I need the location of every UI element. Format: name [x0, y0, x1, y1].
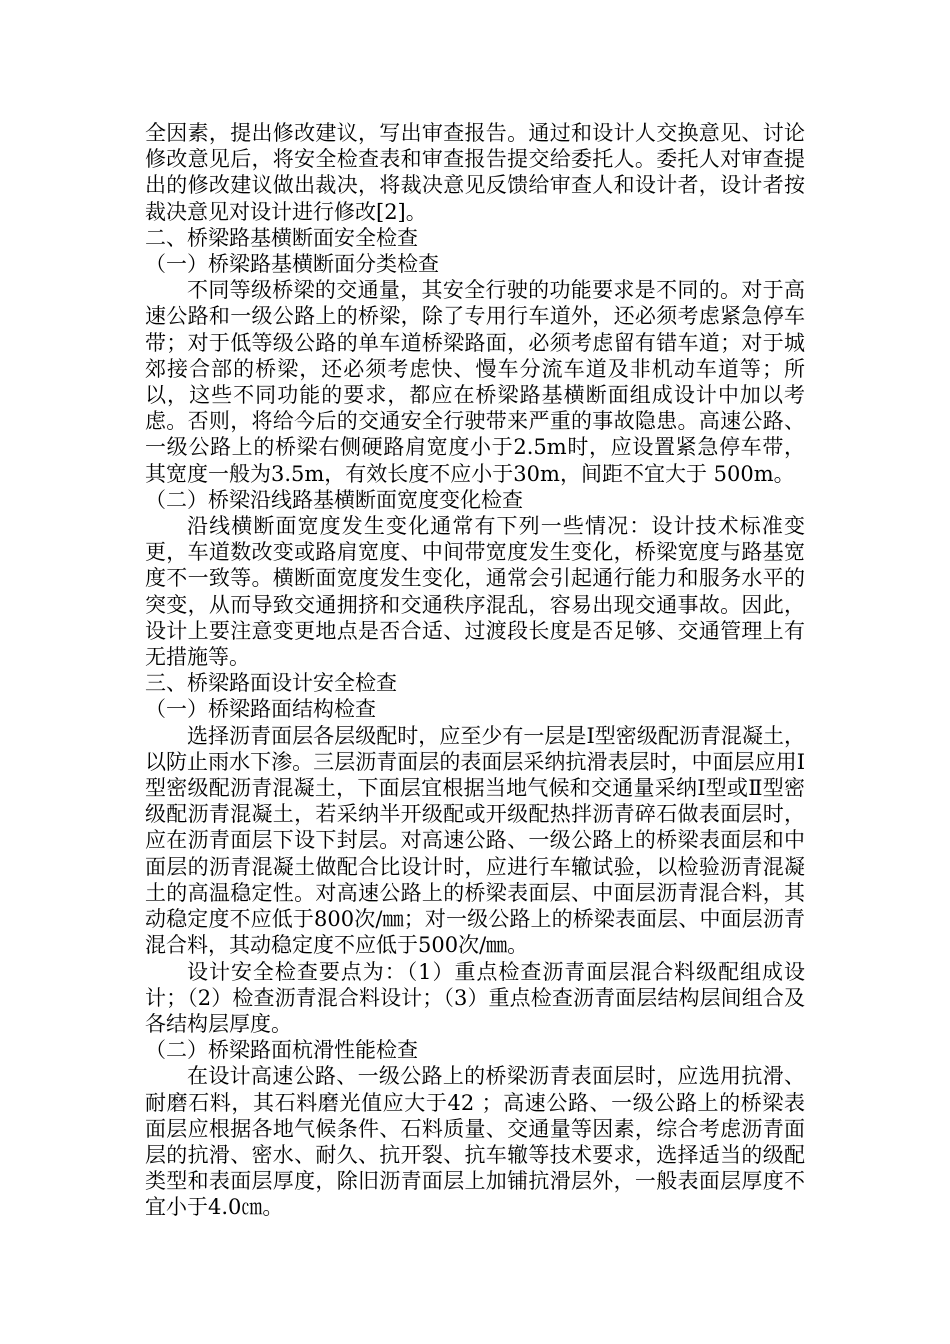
paragraph-width-change: 沿线横断面宽度发生变化通常有下列一些情况：设计技术标准变更，车道数改变或路肩宽度、中间带宽度发生变化，桥梁宽度与路基宽度不一致等。横断面宽度发生变化，通常会引起通行能力和服务水平的突变，从而导致交通拥挤和交通秩序混乱，容易出现交通事故。因此，设计上要注意变更地点是否合适、过渡段长度是否足够、交通管理上有无措施等。	[145, 514, 805, 670]
subsection-heading-two-2: （二）桥梁沿线路基横断面宽度变化检查	[145, 487, 523, 512]
paragraph-check-points: 设计安全检查要点为：（1）重点检查沥青面层混合料级配组成设计；（2）检查沥青混合料设计；（3）重点检查沥青面层结构层间组合及各结构层厚度。	[145, 959, 805, 1036]
continuation-paragraph: 全因素，提出修改建议，写出审查报告。通过和设计人交换意见、讨论修改意见后，将安全检查表和审查报告提交给委托人。委托人对审查提出的修改建议做出裁决，将裁决意见反馈给审查人和设计者，设计者按裁决意见对设计进行修改[2]。	[145, 121, 805, 224]
subsection-heading-three-1: （一）桥梁路面结构检查	[145, 697, 376, 722]
paragraph-pavement-structure: 选择沥青面层各层级配时，应至少有一层是Ⅰ型密级配沥青混凝土，以防止雨水下渗。三层沥青面层的表面层采纳抗滑表层时，中面层应用Ⅰ型密级配沥青混凝土，下面层宜根据当地气候和交通量采纳Ⅰ型或Ⅱ型密级配沥青混凝土，若采纳半开级配或开级配热拌沥青碎石做表面层时，应在沥青面层下设下封层。对高速公路、一级公路上的桥梁表面层和中面层的沥青混凝土做配合比设计时，应进行车辙试验，以检验沥青混凝土的高温稳定性。对高速公路上的桥梁表面层、中面层沥青混合料，其动稳定度不应低于800次/㎜；对一级公路上的桥梁表面层、中面层沥青混合料，其动稳定度不应低于500次/㎜。	[145, 723, 805, 958]
subsection-heading-three-2: （二）桥梁路面杭滑性能检查	[145, 1038, 418, 1063]
section-heading-two: 二、桥梁路基横断面安全检查	[145, 225, 418, 250]
paragraph-skid-resistance: 在设计高速公路、一级公路上的桥梁沥青表面层时，应选用抗滑、耐磨石料，其石料磨光值应大于42 ；高速公路、一级公路上的桥梁表面层应根据各地气候条件、石料质量、交通量等因素，综合考虑沥青面层的抗滑、密水、耐久、抗开裂、抗车辙等技术要求，选择适当的级配类型和表面层厚度，除旧沥青面层上加铺抗滑层外，一般表面层厚度不宜小于4.0㎝。	[145, 1064, 805, 1220]
subsection-heading-two-1: （一）桥梁路基横断面分类检查	[145, 252, 439, 277]
section-heading-three: 三、桥梁路面设计安全检查	[145, 671, 397, 696]
document-body	[145, 120, 805, 1221]
paragraph-cross-section-classification: 不同等级桥梁的交通量，其安全行驶的功能要求是不同的。对于高速公路和一级公路上的桥梁，除了专用行车道外，还必须考虑紧急停车带；对于低等级公路的单车道桥梁路面，必须考虑留有错车道；对于城郊接合部的桥梁，还必须考虑快、慢车分流车道及非机动车道等；所以，这些不同功能的要求，都应在桥梁路基横断面组成设计中加以考虑。否则，将给今后的交通安全行驶带来严重的事故隐患。高速公路、一级公路上的桥梁右侧硬路肩宽度小于2.5m时，应设置紧急停车带，其宽度一般为3.5m，有效长度不应小于30m，间距不宜大于 500m。	[145, 278, 805, 486]
